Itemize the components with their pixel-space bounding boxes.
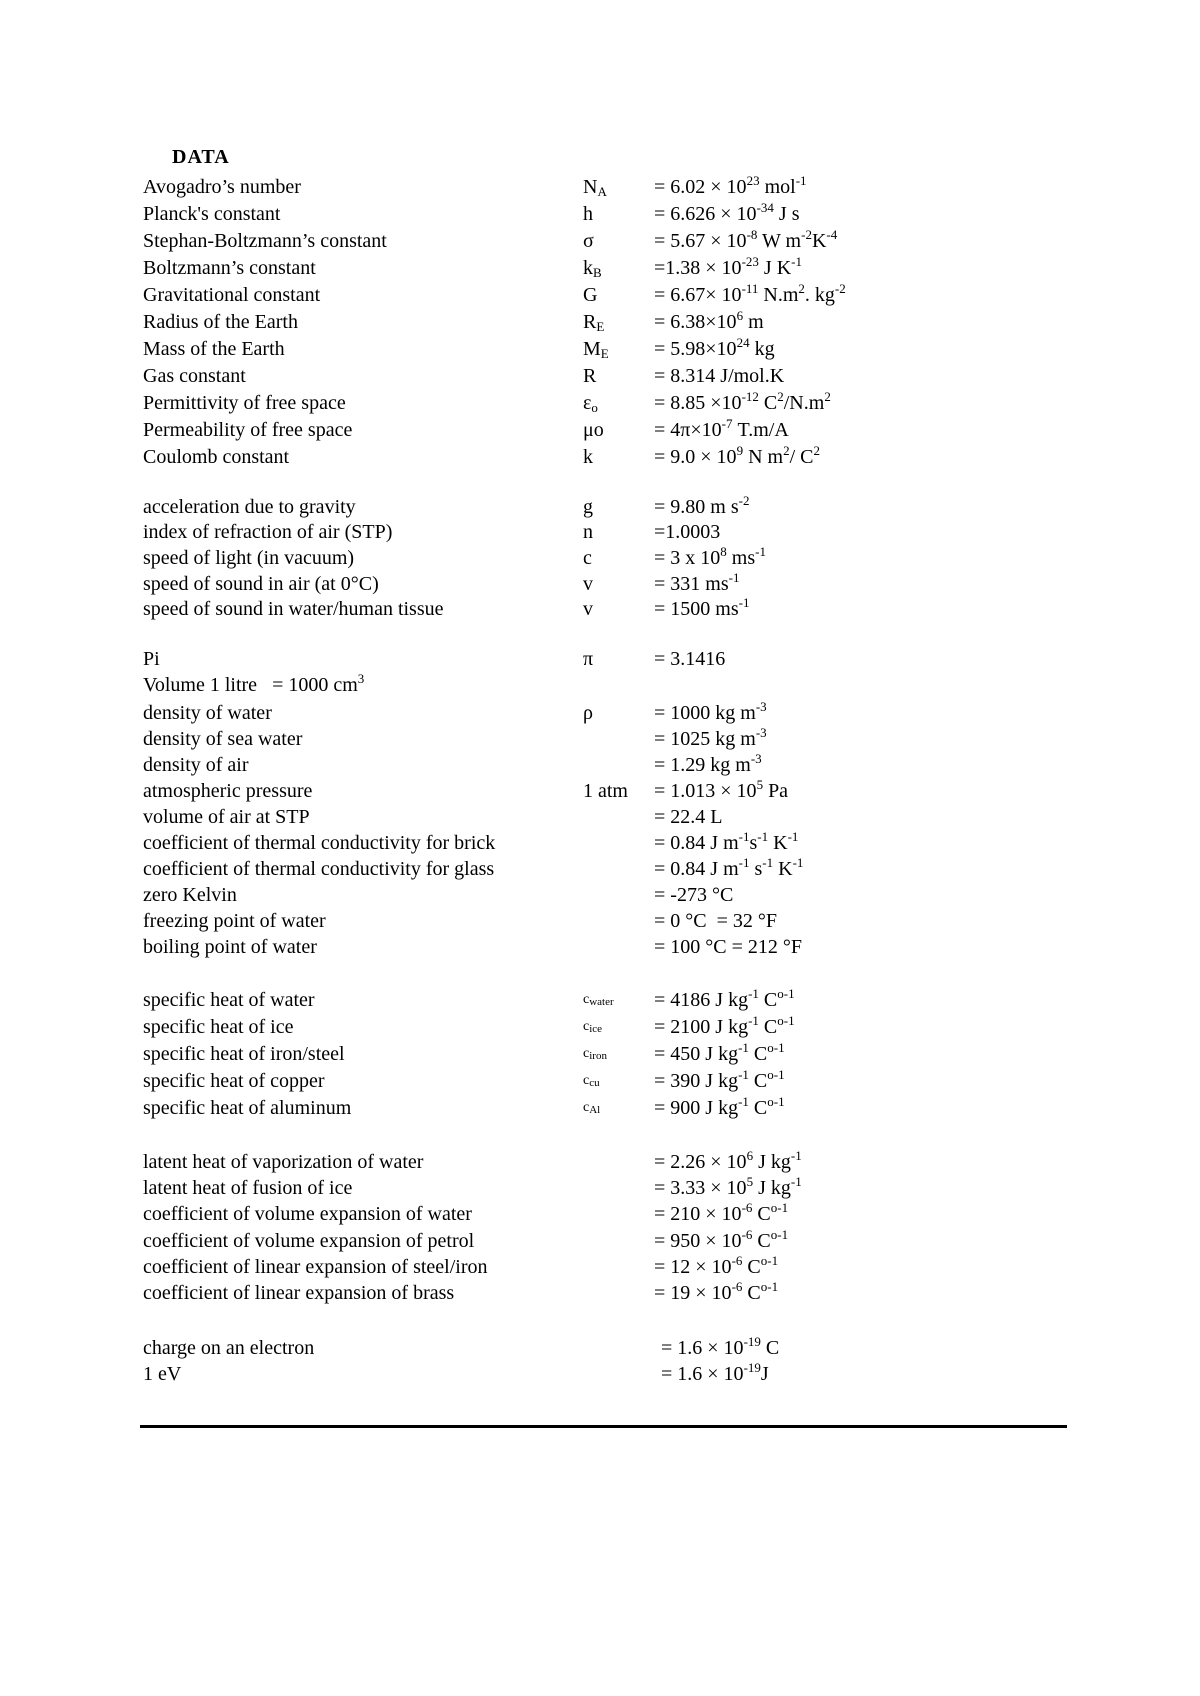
constant-name: specific heat of iron/steel	[143, 1043, 345, 1065]
constant-name: coefficient of thermal conductivity for brick	[143, 832, 496, 854]
constant-name: latent heat of fusion of ice	[143, 1177, 353, 1199]
constant-value: = $4\pi\times 10^{-7}$ T.m/A	[654, 416, 789, 441]
constant-row	[0, 987, 1200, 1013]
constant-symbol: σ	[583, 230, 594, 252]
constant-value: = 390 J $kg^{-1}$ $C^{o-1}$	[654, 1067, 785, 1092]
constant-row	[0, 856, 1200, 882]
constant-name: Gravitational constant	[143, 284, 321, 306]
constant-name: latent heat of vaporization of water	[143, 1151, 424, 1173]
constant-name: coefficient of linear expansion of steel/iron	[143, 1256, 488, 1278]
constant-value: = 331 $ms^{-1}$	[654, 570, 740, 595]
constant-value: = 22.4 L	[654, 806, 723, 828]
constant-symbol: $c_{iron}$	[583, 1046, 607, 1062]
constant-name: speed of sound in water/human tissue	[143, 598, 444, 620]
constant-value: = $6.02 \times 10^{23}$ mol$^{-1}$	[654, 173, 807, 198]
constant-value: = $1.013 \times 10^5$ Pa	[654, 777, 789, 802]
constant-value: = 1500 $ms^{-1}$	[654, 595, 750, 620]
constant-name: freezing point of water	[143, 910, 326, 932]
constant-row	[0, 390, 1200, 416]
constant-row	[0, 1201, 1200, 1227]
constant-row	[0, 519, 1200, 545]
constant-row	[0, 309, 1200, 335]
constant-row	[0, 255, 1200, 281]
constant-symbol: g	[583, 496, 593, 518]
constant-value: = 1.29 kg $m^{-3}$	[654, 751, 762, 776]
constant-name: coefficient of volume expansion of petrol	[143, 1230, 475, 1252]
constant-row	[0, 228, 1200, 254]
constant-symbol: $N_A$	[583, 176, 607, 199]
constant-row	[0, 571, 1200, 597]
constant-value: = $6.38\times 10^6$ m	[654, 308, 764, 333]
constant-row	[0, 1014, 1200, 1040]
page-title: DATA	[172, 146, 230, 168]
constant-value: = $19 \times 10^{-6}$ $C^{o-1}$	[654, 1279, 779, 1304]
constant-row	[0, 444, 1200, 470]
constant-row	[0, 646, 1200, 672]
constant-row	[0, 174, 1200, 200]
constant-name: Gas constant	[143, 365, 246, 387]
constant-name: coefficient of thermal conductivity for glass	[143, 858, 495, 880]
constant-symbol: $\varepsilon_o$	[583, 392, 598, 415]
constant-symbol: v	[583, 598, 593, 620]
constant-value: = 0.84 J $m^{-1}$ $s^{-1}$ $K^{-1}$	[654, 855, 804, 880]
constant-value: = $2.26 \times 10^6$ J $kg^{-1}$	[654, 1148, 802, 1173]
constant-value: = $3.33 \times 10^5$ J $kg^{-1}$	[654, 1174, 802, 1199]
constant-row	[0, 672, 1200, 698]
constant-row	[0, 545, 1200, 571]
constant-symbol: $c_{cu}$	[583, 1073, 600, 1089]
constant-value: = 0 °C = 32 °F	[654, 910, 778, 932]
constant-symbol: $c_{ice}$	[583, 1019, 603, 1035]
constant-value: = $1.6 \times 10^{-19}J$	[661, 1360, 769, 1385]
constant-row	[0, 336, 1200, 362]
constant-value: = 9.80 m $s^{-2}$	[654, 493, 750, 518]
constant-value: =1.0003	[654, 521, 721, 543]
constant-symbol: $R_E$	[583, 311, 605, 334]
constant-name: volume of air at STP	[143, 806, 310, 828]
constant-name: index of refraction of air (STP)	[143, 521, 393, 543]
constant-name: speed of light (in vacuum)	[143, 547, 355, 569]
constant-value: = 100 °C = 212 °F	[654, 936, 803, 958]
constant-name: specific heat of copper	[143, 1070, 325, 1092]
constant-name: Boltzmann’s constant	[143, 257, 316, 279]
constant-row	[0, 726, 1200, 752]
constant-name: Volume 1 litre = 1000 $cm^3$	[143, 671, 365, 696]
constant-name: Permittivity of free space	[143, 392, 346, 414]
constant-name: Permeability of free space	[143, 419, 353, 441]
constant-value: = $5.98\times 10^{24}$ kg	[654, 335, 775, 360]
constant-value: $=1.38 \times 10^{-23}$ J $K^{-1}$	[654, 254, 802, 279]
constant-name: Avogadro’s number	[143, 176, 301, 198]
constant-symbol: ρ	[583, 702, 593, 724]
constant-row	[0, 1041, 1200, 1067]
constant-row	[0, 1228, 1200, 1254]
constant-row	[0, 1068, 1200, 1094]
constant-symbol: R	[583, 365, 597, 387]
constant-name: Coulomb constant	[143, 446, 290, 468]
constant-value: = 8.314 J/mol.K	[654, 365, 785, 387]
constant-name: speed of sound in air (at 0°C)	[143, 573, 379, 595]
constant-symbol: h	[583, 203, 593, 225]
constant-name: Stephan-Boltzmann’s constant	[143, 230, 387, 252]
constant-row	[0, 201, 1200, 227]
constant-symbol: $k_B$	[583, 257, 602, 280]
constant-symbol: n	[583, 521, 593, 543]
constant-value: = $5.67 \times 10^{-8}$ W $m^{-2}K^{-4}$	[654, 227, 838, 252]
constant-name: acceleration due to gravity	[143, 496, 356, 518]
constant-name: Pi	[143, 648, 160, 670]
constant-row	[0, 1095, 1200, 1121]
constant-name: specific heat of ice	[143, 1016, 294, 1038]
constant-symbol: $c_{Al}$	[583, 1100, 601, 1116]
constant-row	[0, 830, 1200, 856]
constant-name: specific heat of aluminum	[143, 1097, 352, 1119]
constant-symbol: c	[583, 547, 592, 569]
constant-row	[0, 1361, 1200, 1387]
constant-value: = 3.1416	[654, 648, 726, 670]
constant-name: coefficient of volume expansion of water	[143, 1203, 472, 1225]
constant-value: = $12 \times 10^{-6}$ $C^{o-1}$	[654, 1253, 779, 1278]
constant-row	[0, 908, 1200, 934]
constant-row	[0, 282, 1200, 308]
constant-row	[0, 1149, 1200, 1175]
constant-symbol: G	[583, 284, 598, 306]
constant-name: boiling point of water	[143, 936, 317, 958]
constant-name: density of air	[143, 754, 249, 776]
constant-name: atmospheric pressure	[143, 780, 313, 802]
constant-value: = $950 \times 10^{-6}$ $C^{o-1}$	[654, 1227, 789, 1252]
constant-value: = $210 \times 10^{-6}$ $C^{o-1}$	[654, 1200, 789, 1225]
constant-symbol: π	[583, 648, 594, 670]
constant-name: zero Kelvin	[143, 884, 237, 906]
constant-row	[0, 804, 1200, 830]
constant-name: coefficient of linear expansion of brass	[143, 1282, 455, 1304]
constant-row	[0, 596, 1200, 622]
constant-row	[0, 1254, 1200, 1280]
constant-value: = $8.85 \times 10^{-12}$ $C^2/N.m^2$	[654, 389, 831, 414]
constant-name: Radius of the Earth	[143, 311, 298, 333]
constant-value: = 2100 J $kg^{-1}$ $C^{o-1}$	[654, 1013, 795, 1038]
constant-name: density of sea water	[143, 728, 303, 750]
constant-row	[0, 363, 1200, 389]
constant-value: = 1000 kg $m^{-3}$	[654, 699, 767, 724]
constant-row	[0, 752, 1200, 778]
constant-name: specific heat of water	[143, 989, 315, 1011]
bottom-divider	[140, 1425, 1067, 1428]
constant-row	[0, 882, 1200, 908]
constant-row	[0, 1175, 1200, 1201]
constant-symbol: k	[583, 446, 593, 468]
constant-value: = 3 x $10^8$ $ms^{-1}$	[654, 544, 766, 569]
constant-value: = $1.6 \times 10^{-19}$ C	[661, 1334, 780, 1359]
constant-value: = -273 °C	[654, 884, 734, 906]
constant-name: charge on an electron	[143, 1337, 315, 1359]
constant-symbol: $M_E$	[583, 338, 609, 361]
constant-value: = 0.84 J $m^{-1}s^{-1}$ $K^{-1}$	[654, 829, 799, 854]
constant-name: density of water	[143, 702, 272, 724]
constant-row	[0, 1335, 1200, 1361]
constant-value: = 1025 kg $m^{-3}$	[654, 725, 767, 750]
constant-value: = 4186 J $kg^{-1}$ $C^{o-1}$	[654, 986, 795, 1011]
constant-row	[0, 934, 1200, 960]
constant-row	[0, 1280, 1200, 1306]
constant-name: Mass of the Earth	[143, 338, 285, 360]
constant-name: 1 eV	[143, 1363, 182, 1385]
constant-row	[0, 778, 1200, 804]
constant-value: = $6.67\times 10^{-11}$ $N.m^2$. $kg^{-2}$	[654, 281, 846, 306]
constant-symbol: $c_{water}$	[583, 992, 614, 1008]
constant-row	[0, 494, 1200, 520]
constant-symbol: 1 atm	[583, 780, 628, 802]
constant-value: = 450 J $kg^{-1}$ $C^{o-1}$	[654, 1040, 785, 1065]
constant-row	[0, 700, 1200, 726]
constant-row	[0, 417, 1200, 443]
constant-symbol: v	[583, 573, 593, 595]
constant-value: = 900 J $kg^{-1}$ $C^{o-1}$	[654, 1094, 785, 1119]
constant-value: = $6.626 \times 10^{-34}$ J s	[654, 200, 800, 225]
constant-symbol: μo	[583, 419, 604, 441]
constant-value: = $9.0 \times 10^9$ N $m^2/$ $C^2$	[654, 443, 820, 468]
constant-name: Planck's constant	[143, 203, 281, 225]
